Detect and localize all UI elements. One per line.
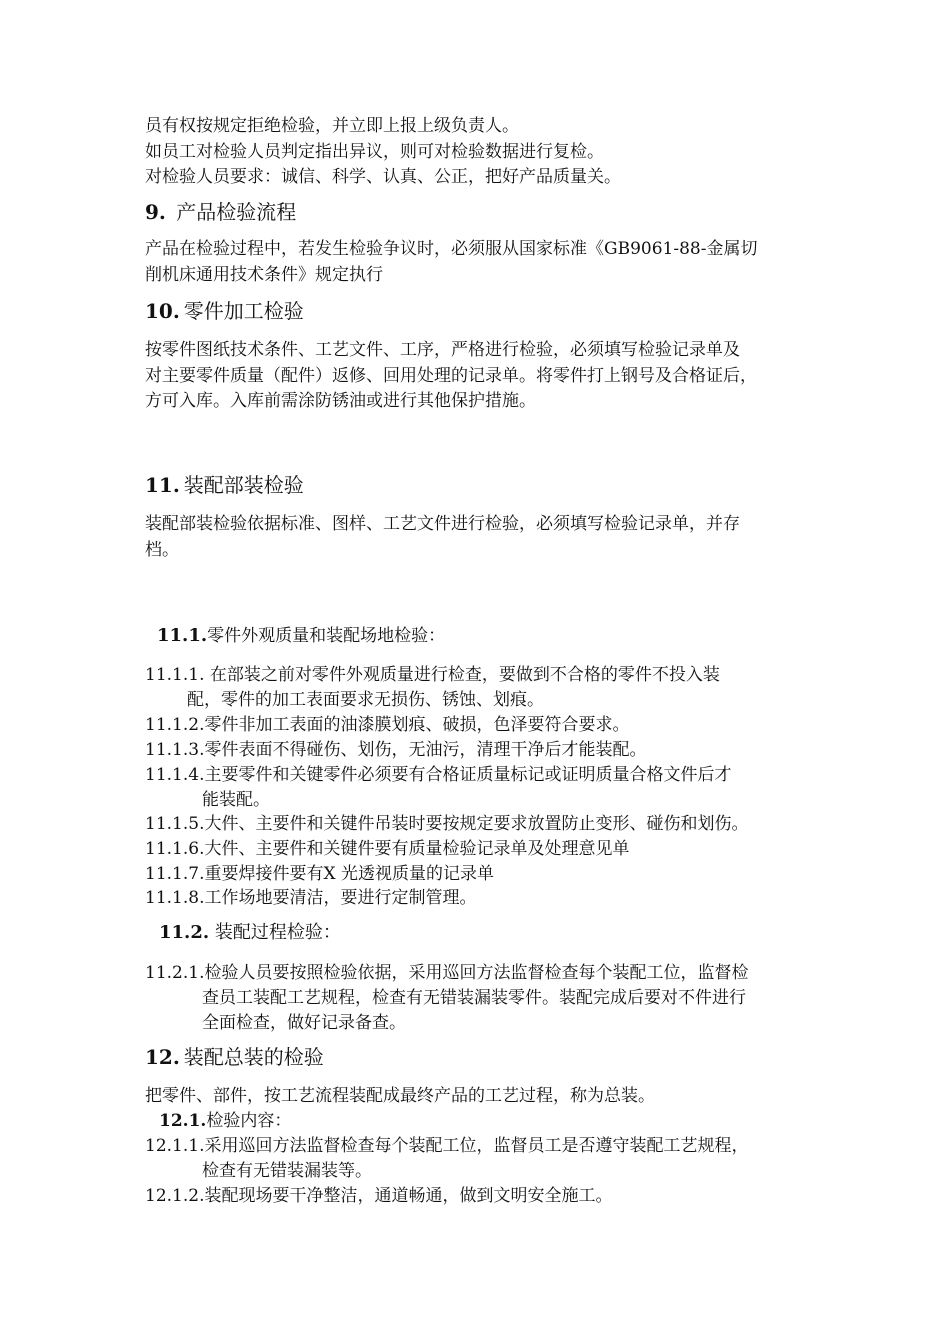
subsection-heading-11-1 [157, 623, 445, 649]
paragraph-line: 按零件图纸技术条件、工艺文件、工序，严格进行检验，必须填写检验记录单及 [145, 340, 740, 360]
item-number: 12.1.2. [145, 1186, 205, 1206]
list-item-continuation: 能装配。 [202, 790, 270, 810]
paragraph-line: 把零件、部件，按工艺流程装配成最终产品的工艺过程，称为总装。 [145, 1086, 655, 1106]
section-heading-12 [145, 1043, 324, 1071]
paragraph-line: 产品在检验过程中，若发生检验争议时，必须服从国家标准《GB9061-88-金属切 [145, 239, 758, 259]
subsection-number: 12.1. [159, 1111, 207, 1131]
list-item [145, 713, 629, 737]
item-text: 采用巡回方法监督检查每个装配工位，监督员工是否遵守装配工艺规程， [204, 1136, 749, 1156]
subsection-number: 11.1. [157, 625, 208, 646]
section-title: 装配总装的检验 [183, 1045, 324, 1069]
item-text: 装配现场要干净整洁，通道畅通，做到文明安全施工。 [204, 1186, 613, 1206]
list-item [145, 812, 748, 836]
subsection-heading-11-2 [159, 920, 341, 946]
subsection-title: 检验内容： [206, 1111, 292, 1131]
item-text: 零件非加工表面的油漆膜划痕、破损，色泽要符合要求。 [204, 715, 630, 735]
list-item [145, 738, 646, 762]
paragraph-line: 档。 [145, 540, 179, 560]
subsection-heading-12-1 [159, 1109, 291, 1133]
subsection-title: 零件外观质量和装配场地检验： [207, 626, 446, 646]
list-item [145, 961, 748, 985]
item-number: 12.1.1. [145, 1136, 205, 1156]
section-title: 零件加工检验 [183, 299, 304, 323]
paragraph-line: 装配部装检验依据标准、图样、工艺文件进行检验，必须填写检验记录单，并存 [145, 514, 740, 534]
subsection-number: 11.2. [159, 922, 210, 943]
section-heading-11 [145, 471, 304, 499]
item-number: 11.1.5. [145, 814, 205, 834]
list-item-continuation: 配，零件的加工表面要求无损伤、锈蚀、划痕。 [187, 690, 544, 710]
intro-line: 如员工对检验人员判定指出异议，则可对检验数据进行复检。 [145, 142, 604, 162]
section-heading-10 [145, 297, 304, 325]
list-item [145, 763, 731, 787]
list-item [145, 837, 629, 861]
list-item [145, 886, 476, 910]
intro-line: 对检验人员要求：诚信、科学、认真、公正，把好产品质量关。 [145, 167, 621, 187]
section-number: 11. [145, 473, 180, 497]
item-number: 11.1.2. [145, 715, 205, 735]
list-item-continuation: 查员工装配工艺规程，检查有无错装漏装零件。装配完成后要对不件进行 [202, 988, 746, 1008]
item-text: 大件、主要件和关键件要有质量检验记录单及处理意见单 [204, 839, 630, 859]
item-text: 主要零件和关键零件必须要有合格证质量标记或证明质量合格文件后才 [204, 765, 732, 785]
item-text: 工作场地要清洁，要进行定制管理。 [204, 888, 477, 908]
paragraph-line: 对主要零件质量（配件）返修、回用处理的记录单。将零件打上钢号及合格证后， [145, 366, 757, 386]
item-number: 11.1.4. [145, 765, 205, 785]
list-item [145, 862, 494, 886]
item-number: 11.1.7. [145, 864, 205, 884]
item-text: 在部装之前对零件外观质量进行检查，要做到不合格的零件不投入装 [204, 665, 720, 685]
list-item [145, 1184, 612, 1208]
section-number: 12. [145, 1045, 180, 1069]
section-title: 装配部装检验 [183, 473, 304, 497]
item-text: 重要焊接件要有X 光透视质量的记录单 [204, 864, 494, 884]
item-text: 零件表面不得碰伤、划伤，无油污，清理干净后才能装配。 [204, 740, 647, 760]
list-item [145, 663, 720, 687]
item-number: 11.2.1. [145, 963, 205, 983]
item-number: 11.1.6. [145, 839, 205, 859]
item-number: 11.1.3. [145, 740, 205, 760]
list-item-continuation: 检查有无错装漏装等。 [202, 1161, 372, 1181]
paragraph-line: 削机床通用技术条件》规定执行 [145, 265, 383, 285]
section-number: 10. [145, 299, 180, 323]
section-heading-9 [145, 198, 296, 226]
list-item-continuation: 全面检查，做好记录备查。 [202, 1013, 406, 1033]
section-number: 9. [145, 200, 166, 224]
item-text: 检验人员要按照检验依据，采用巡回方法监督检查每个装配工位，监督检 [204, 963, 749, 983]
list-item [145, 1134, 748, 1158]
item-text: 大件、主要件和关键件吊装时要按规定要求放置防止变形、碰伤和划伤。 [204, 814, 749, 834]
subsection-title: 装配过程检验： [214, 922, 341, 943]
item-number: 11.1.8. [145, 888, 205, 908]
intro-line: 员有权按规定拒绝检验，并立即上报上级负责人。 [145, 116, 519, 136]
section-title: 产品检验流程 [176, 200, 297, 224]
item-number: 11.1.1. [145, 665, 205, 685]
paragraph-line: 方可入库。入库前需涂防锈油或进行其他保护措施。 [145, 391, 536, 411]
